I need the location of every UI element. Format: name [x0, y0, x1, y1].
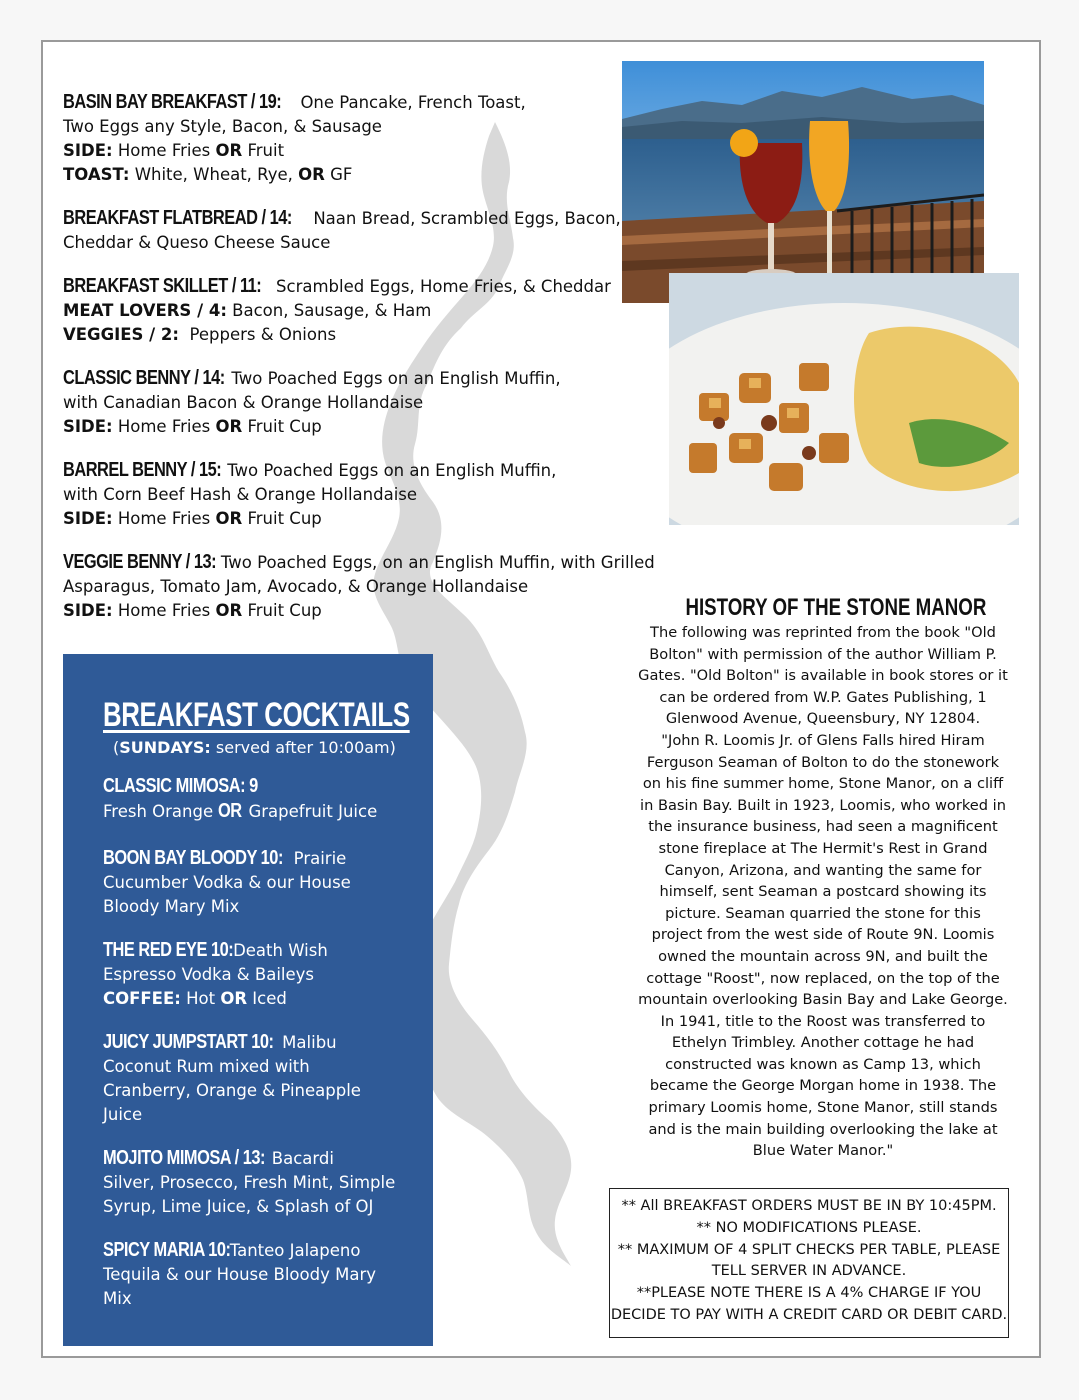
menu-item-skillet: BREAKFAST SKILLET / 11: Scrambled Eggs, Home Fries, & Cheddar MEAT LOVERS / 4: Bacon, Sausage, & Ham VEGGIES / 2: Peppers & Onions: [63, 275, 611, 344]
item-title: VEGGIE BENNY / 13:: [63, 551, 217, 573]
cocktail-juicy-jumpstart: JUICY JUMPSTART 10: Malibu Coconut Rum mixed with Cranberry, Orange & Pineapple Juice: [103, 1031, 361, 1124]
breakfast-cocktails-panel: [63, 654, 433, 1346]
cocktail-classic-mimosa: CLASSIC MIMOSA: 9 Fresh Orange OR Grapefruit Juice: [103, 775, 378, 822]
breakfast-plate-photo: [669, 273, 1019, 525]
cocktail-boon-bay-bloody: BOON BAY BLOODY 10: Prairie Cucumber Vodka & our House Bloody Mary Mix: [103, 847, 351, 916]
cocktails-lake-photo: [622, 61, 984, 303]
order-notice-box: ** All BREAKFAST ORDERS MUST BE IN BY 10:45PM. ** NO MODIFICATIONS PLEASE. ** MAXIMUM OF 4 SPLIT CHECKS PER TABLE, PLEASE TELL SERVER IN ADVANCE. **PLEASE NOTE THERE IS A 4% CHARGE IF YOU DECIDE TO PAY WITH A CREDIT CARD OR DEBIT CARD.: [609, 1188, 1009, 1338]
history-text: The following was reprinted from the book "Old Bolton" with permission of the author William P. Gates. "Old Bolton" is available in book stores or it can be ordered from W.P. Gates Publishing, 1 Glenwood Avenue, Queensbury, NY 12804. "John R. Loomis Jr. of Glens Falls hired Hiram Ferguson Seaman of Bolton to do the stonework on his fine summer home, Stone Manor, on a cliff in Basin Bay. Built in 1923, Loomis, who worked in the insurance business, had seen a magnificent stone fireplace at The Hermit's Rest in Grand Canyon, Arizona, and wanting the same for himself, sent Seaman a postcard showing its picture. Seaman quarried the stone for this project from the west side of Route 9N. Loomis owned the mountain across 9N, and built the cottage "Roost", now replaced, on the top of the mountain overlooking Basin Bay and Lake George. In 1941, title to the Roost was transferred to Ethelyn Trimbley. Another cottage he had constructed was known as Camp 13, which became the George Morgan home in 1938. The primary Loomis home, Stone Manor, still stands and is the main building overlooking the lake at Blue Water Manor.": [638, 624, 1008, 1160]
item-title: BREAKFAST FLATBREAD / 14:: [63, 207, 292, 229]
menu-item-basin-bay: BASIN BAY BREAKFAST / 19: One Pancake, French Toast, Two Eggs any Style, Bacon, & Sausage SIDE: Home Fries OR Fruit TOAST: White, Wheat, Rye, OR GF: [63, 91, 526, 184]
menu-item-flatbread: BREAKFAST FLATBREAD / 14: Naan Bread, Scrambled Eggs, Bacon, Cheddar & Queso Cheese Sauce: [63, 207, 621, 252]
cocktail-spicy-maria: SPICY MARIA 10: Tanteo Jalapeno Tequila & our House Bloody Mary Mix: [103, 1239, 376, 1308]
cocktail-red-eye: THE RED EYE 10: Death Wish Espresso Vodka & Baileys COFFEE: Hot OR Iced: [103, 939, 328, 1008]
cocktails-subtitle: (SUNDAYS: served after 10:00am): [113, 738, 396, 757]
menu-item-veggie-benny: VEGGIE BENNY / 13: Two Poached Eggs, on an English Muffin, with Grilled Asparagus, Tomato Jam, Avocado, & Orange Hollandaise SIDE: Home Fries OR Fruit Cup: [63, 551, 655, 620]
menu-item-classic-benny: CLASSIC BENNY / 14: Two Poached Eggs on an English Muffin, with Canadian Bacon & Orange Hollandaise SIDE: Home Fries OR Fruit Cup: [63, 367, 561, 436]
menu-page: [41, 40, 1041, 1358]
history-title: HISTORY OF THE STONE MANOR: [685, 594, 987, 621]
cocktails-title: BREAKFAST COCKTAILS: [103, 696, 410, 734]
item-title: CLASSIC BENNY / 14:: [63, 367, 225, 389]
item-title: BARREL BENNY / 15:: [63, 459, 222, 481]
cocktail-mojito-mimosa: MOJITO MIMOSA / 13: Bacardi Silver, Prosecco, Fresh Mint, Simple Syrup, Lime Juice, & Splash of OJ: [103, 1147, 396, 1216]
menu-item-barrel-benny: BARREL BENNY / 15: Two Poached Eggs on an English Muffin, with Corn Beef Hash & Orange Hollandaise SIDE: Home Fries OR Fruit Cup: [63, 459, 557, 528]
item-title: BREAKFAST SKILLET / 11:: [63, 275, 262, 297]
item-title: BASIN BAY BREAKFAST / 19:: [63, 91, 282, 113]
